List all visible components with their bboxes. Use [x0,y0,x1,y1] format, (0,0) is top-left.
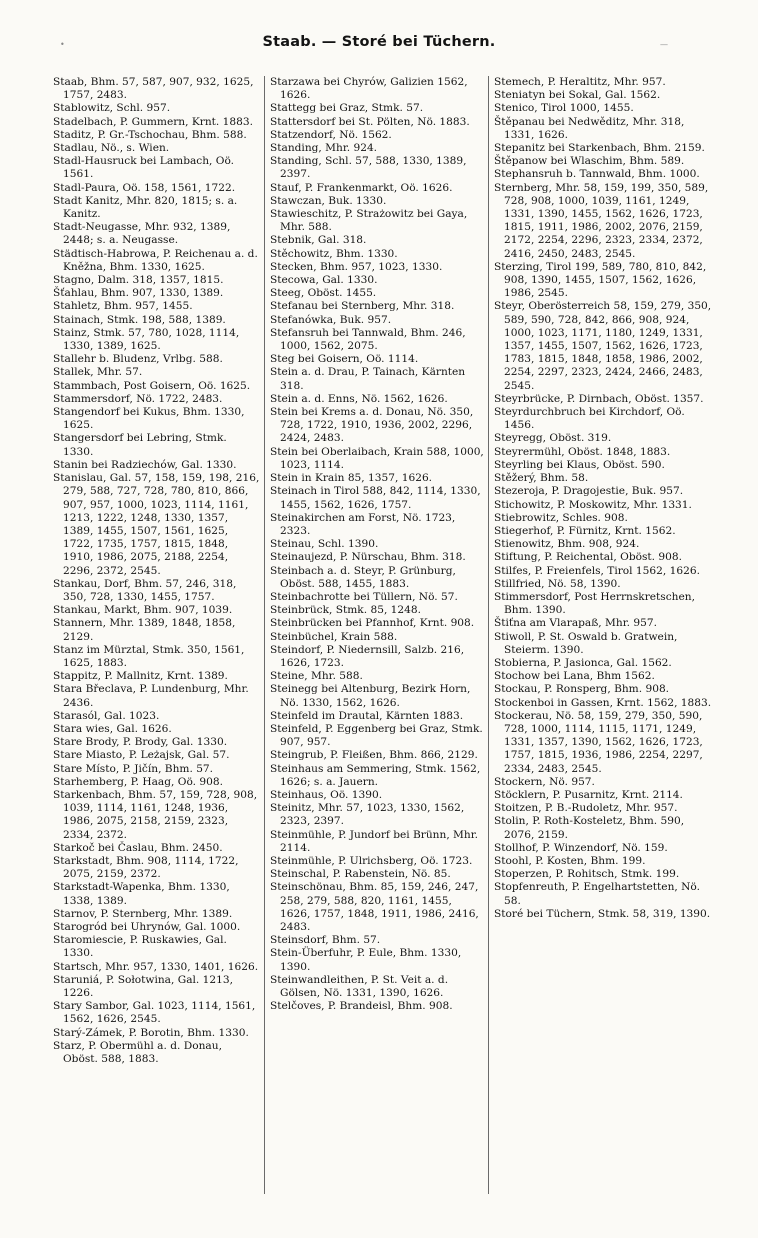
index-entry: Stecken, Bhm. 957, 1023, 1330. [270,260,443,273]
index-entry: Steinwandleithen, P. St. Veit a. d. Gölsen, Nö. 1331, 1390, 1626. [270,973,449,1000]
index-entry: Steinbach a. d. Steyr, P. Grünburg, Oböst. 588, 1455, 1883. [270,564,456,590]
index-entry: Steniatyn bei Sokal, Gal. 1562. [494,89,661,102]
index-entry: Stainz, Stmk. 57, 780, 1028, 1114, 1330, 1389, 1625. [53,326,240,353]
print-speck: • [60,40,65,49]
index-entry: Steinbüchel, Krain 588. [270,630,398,643]
index-entry: Stara Břeclava, P. Lundenburg, Mhr. 2436. [53,683,249,709]
index-entry: Steinfeld im Drautal, Kärnten 1883. [270,709,464,722]
index-entry: Stadt Kanitz, Mhr. 820, 1815; s. a. Kanitz. [53,194,238,221]
index-entry: Stelčoves, P. Brandeisl, Bhm. 908. [270,1000,453,1013]
index-entry: Staab, Bhm. 57, 587, 907, 932, 1625, 1757, 2483. [53,76,254,102]
index-entry: Storé bei Tüchern, Stmk. 58, 319, 1390. [494,907,711,920]
index-entry: Stahletz, Bhm. 957, 1455. [53,300,193,313]
index-entry: Steg bei Goisern, Oö. 1114. [270,353,419,366]
column-3 [494,76,716,1196]
index-entry: Stimmersdorf, Post Herrnskretschen, Bhm. 1390. [494,590,695,617]
index-entry: Stefanau bei Sternberg, Mhr. 318. [270,300,455,313]
index-entry: Starý-Zámek, P. Borotin, Bhm. 1330. [53,1026,249,1039]
index-entry: Starogród bei Uhrynów, Gal. 1000. [53,921,241,933]
page-header: Staab. — Storé bei Tüchern. [262,34,496,50]
index-entry: Stiebrowitz, Schles. 908. [494,511,628,524]
index-entry: Stěchowitz, Bhm. 1330. [270,247,398,260]
index-entry: Städtisch-Habrowa, P. Reichenau a. d. Kněžna, Bhm. 1330, 1625. [53,247,258,273]
column-divider [488,76,489,1194]
index-entry: Stochow bei Lana, Bhm 1562. [494,670,655,683]
index-entry: Stobierna, P. Jasionca, Gal. 1562. [494,656,672,669]
index-entry: Stefansruh bei Tannwald, Bhm. 246, 1000, 1562, 2075. [270,326,466,353]
index-entry: Stadl-Paura, Oö. 158, 1561, 1722. [53,181,236,194]
index-entry: Stammersdorf, Nö. 1722, 2483. [53,392,223,405]
index-entry: Stainach, Stmk. 198, 588, 1389. [53,313,226,326]
index-entry: Stappitz, P. Mallnitz, Krnt. 1389. [53,670,228,683]
index-entry: Steinaujezd, P. Nürschau, Bhm. 318. [270,551,466,564]
index-entry: Stöcklern, P. Pusarnitz, Krnt. 2114. [494,788,683,801]
index-entry: Štěpanau bei Nedwěditz, Mhr. 318, 1331, 1626. [494,115,685,141]
index-entry: Steyregg, Oböst. 319. [494,432,612,445]
index-entry: Stein a. d. Drau, P. Tainach, Kärnten 318. [270,366,466,392]
index-entry: Stallehr b. Bludenz, Vrlbg. 588. [53,353,223,366]
index-entry: Štiťna am Vlarapaß, Mhr. 957. [494,617,657,630]
index-entry: Steingrub, P. Fleißen, Bhm. 866, 2129. [270,749,478,762]
index-entry: Stagno, Dalm. 318, 1357, 1815. [53,274,224,287]
index-entry: Steinmühle, P. Jundorf bei Brünn, Mhr. 2114. [270,828,478,854]
index-entry: Stoohl, P. Kosten, Bhm. 199. [494,854,646,867]
index-entry: Steinsdorf, Bhm. 57. [270,934,381,947]
index-entry: Stenico, Tirol 1000, 1455. [494,102,634,115]
index-entry: Stein bei Oberlaibach, Krain 588, 1000, 1023, 1114. [270,445,484,471]
index-entry: Stangersdorf bei Lebring, Stmk. 1330. [53,432,227,458]
index-entry: Stoperzen, P. Rohitsch, Stmk. 199. [494,868,680,881]
index-entry: Stankau, Markt, Bhm. 907, 1039. [53,604,233,617]
index-entry: Stopfenreuth, P. Engelhartstetten, Nö. 58. [494,881,700,907]
index-entry: Stillfried, Nö. 58, 1390. [494,577,621,590]
index-entry: Starkstadt-Wapenka, Bhm. 1330, 1338, 1389. [53,881,230,907]
index-entry: Stecowa, Gal. 1330. [270,274,378,287]
index-entry: Stein bei Krems a. d. Donau, Nö. 350, 728, 1722, 1910, 1936, 2002, 2296, 2424, 2483. [270,406,474,445]
column-1 [53,76,260,1196]
index-entry: Steyr, Oberösterreich 58, 159, 279, 350, 589, 590, 728, 842, 866, 908, 924, 1000, 1023, 1171, 1180, 1249, 1331, 1357, 1455, 1507, 1562, 1626, 1723, 1783, 1815, 1848, 1858, 1986, 2002, 2254, 2297, 2323, 2424, 2466, 2483, 2545. [494,300,712,392]
index-entry: Starhemberg, P. Haag, Oö. 908. [53,775,223,788]
index-entry: Steinach in Tirol 588, 842, 1114, 1330, 1455, 1562, 1626, 1757. [270,485,481,511]
index-entry: Steyrdurchbruch bei Kirchdorf, Oö. 1456. [494,406,685,432]
index-entry: Steinitz, Mhr. 57, 1023, 1330, 1562, 2323, 2397. [270,802,465,828]
index-entry: Steinau, Schl. 1390. [270,538,379,551]
index-entry: Steine, Mhr. 588. [270,670,363,683]
index-entry: Stienowitz, Bhm. 908, 924. [494,538,640,551]
index-entry: Šťahlau, Bhm. 907, 1330, 1389. [53,287,224,300]
index-entry: Staditz, P. Gr.-Tschochau, Bhm. 588. [53,128,247,141]
index-entry: Steinbrücken bei Pfannhof, Krnt. 908. [270,617,475,630]
index-entry: Stauf, P. Frankenmarkt, Oö. 1626. [270,181,453,194]
index-entry: Stadl-Hausruck bei Lambach, Oö. 1561. [53,155,235,181]
index-entry: Stare Miasto, P. Leżajsk, Gal. 57. [53,749,230,762]
index-entry: Starnov, P. Sternberg, Mhr. 1389. [53,907,233,920]
index-entry: Stallek, Mhr. 57. [53,366,143,379]
index-entry: Stadlau, Nö., s. Wien. [53,142,170,155]
index-entry: Sterzing, Tirol 199, 589, 780, 810, 842, 908, 1390, 1455, 1507, 1562, 1626, 1986, 2545. [494,260,707,300]
index-entry: Stollhof, P. Winzendorf, Nö. 159. [494,841,668,854]
index-entry: Steyrbrücke, P. Dirnbach, Oböst. 1357. [494,392,704,405]
column-2 [270,76,484,1196]
index-entry: Stolin, P. Roth-Kosteletz, Bhm. 590, 2076, 2159. [494,815,685,841]
index-entry: Standing, Mhr. 924. [270,142,378,155]
index-entry: Stezeroja, P. Dragojestie, Buk. 957. [494,485,684,498]
index-entry: Stablowitz, Schl. 957. [53,102,171,115]
index-entry: Stein-Überfuhr, P. Eule, Bhm. 1330, 1390. [270,947,462,973]
index-entry: Starkoč bei Časlau, Bhm. 2450. [53,841,223,854]
index-entry: Steinschal, P. Rabenstein, Nö. 85. [270,868,451,881]
index-entry: Stadt-Neugasse, Mhr. 932, 1389, 2448; s. a. Neugasse. [53,221,231,247]
index-entry: Stara wies, Gal. 1626. [53,722,172,735]
index-entry: Steyrermühl, Oböst. 1848, 1883. [494,445,671,458]
index-entry: Standing, Schl. 57, 588, 1330, 1389, 2397. [270,155,467,181]
index-entry: Stockenboi in Gassen, Krnt. 1562, 1883. [494,696,712,709]
index-entry: Stary Sambor, Gal. 1023, 1114, 1561, 1562, 1626, 2545. [53,1000,256,1026]
index-entry: Stammbach, Post Goisern, Oö. 1625. [53,379,251,392]
index-entry: Steeg, Oböst. 1455. [270,287,377,300]
index-entry: Stoitzen, P. B.-Rudoletz, Mhr. 957. [494,802,678,815]
index-entry: Stankau, Dorf, Bhm. 57, 246, 318, 350, 728, 1330, 1455, 1757. [53,577,237,603]
index-entry: Stockerau, Nö. 58, 159, 279, 350, 590, 728, 1000, 1114, 1115, 1171, 1249, 1331, 1357, 1390, 1562, 1626, 1723, 1757, 1815, 1936, 1986, 2254, 2297, 2334, 2483, 2545. [494,709,703,775]
index-entry: Stare Místo, P. Jičín, Bhm. 57. [53,762,214,775]
index-entry: Steinbachrotte bei Tüllern, Nö. 57. [270,590,458,603]
index-entry: Stattersdorf bei St. Pölten, Nö. 1883. [270,115,470,128]
index-entry: Steinhaus, Oö. 1390. [270,788,383,801]
index-entry: Stiwoll, P. St. Oswald b. Gratwein, Steierm. 1390. [494,630,678,656]
index-entry: Stockau, P. Ronsperg, Bhm. 908. [494,683,670,696]
index-entry: Stein a. d. Enns, Nö. 1562, 1626. [270,392,448,405]
index-entry: Steinschönau, Bhm. 85, 159, 246, 247, 258, 279, 588, 820, 1161, 1455, 1626, 1757, 1848, 1911, 1986, 2416, 2483. [270,881,479,933]
index-entry: Steindorf, P. Niedernsill, Salzb. 216, 1626, 1723. [270,643,465,669]
index-entry: Stawczan, Buk. 1330. [270,194,387,207]
index-entry: Stebnik, Gal. 318. [270,234,367,247]
index-entry: Steinmühle, P. Ulrichsberg, Oö. 1723. [270,854,473,867]
index-entry: Sternberg, Mhr. 58, 159, 199, 350, 589, 728, 908, 1000, 1039, 1161, 1249, 1331, 1390, 1455, 1562, 1626, 1723, 1815, 1911, 1986, 2002, 2076, 2159, 2172, 2254, 2296, 2323, 2334, 2372, 2416, 2450, 2483, 2545. [494,181,709,260]
index-entry: Starz, P. Obermühl a. d. Donau, Oböst. 588, 1883. [53,1039,222,1066]
index-entry: Stein in Krain 85, 1357, 1626. [270,472,433,485]
index-entry: Steinbrück, Stmk. 85, 1248. [270,604,422,617]
index-entry: Stanislau, Gal. 57, 158, 159, 198, 216, 279, 588, 727, 728, 780, 810, 866, 907, 957, 1000, 1023, 1114, 1161, 1213, 1222, 1248, 1330, 1357, 1389, 1455, 1507, 1561, 1625, 1722, 1735, 1757, 1815, 1848, 1910, 1986, 2075, 2188, 2254, 2296, 2372, 2545. [53,472,260,577]
index-entry: Stephansruh b. Tannwald, Bhm. 1000. [494,168,700,181]
index-entry: Staromiescie, P. Ruskawies, Gal. 1330. [53,934,227,960]
index-columns [53,76,713,1196]
column-divider [264,76,265,1194]
index-entry: Stare Brody, P. Brody, Gal. 1330. [53,736,228,749]
index-entry: Starzawa bei Chyrów, Galizien 1562, 1626. [270,76,468,102]
index-entry: Stiftung, P. Reichental, Oböst. 908. [494,551,682,564]
index-entry: Steinegg bei Altenburg, Bezirk Horn, Nö. 1330, 1562, 1626. [270,683,471,709]
index-entry: Stannern, Mhr. 1389, 1848, 1858, 2129. [53,617,236,643]
index-entry: Stemech, P. Heraltitz, Mhr. 957. [494,76,666,88]
print-speck: — [660,40,668,49]
index-entry: Steinfeld, P. Eggenberg bei Graz, Stmk. 907, 957. [270,722,483,749]
index-entry: Stawieschitz, P. Strażowitz bei Gaya, Mhr. 588. [270,208,468,234]
index-entry: Steinhaus am Semmering, Stmk. 1562, 1626; s. a. Jauern. [270,762,481,788]
index-entry: Starkstadt, Bhm. 908, 1114, 1722, 2075, 2159, 2372. [53,854,239,881]
index-entry: Stadelbach, P. Gummern, Krnt. 1883. [53,115,253,128]
index-entry: Statzendorf, Nö. 1562. [270,128,392,141]
index-entry: Stanin bei Radziechów, Gal. 1330. [53,458,237,471]
index-entry: Stepanitz bei Starkenbach, Bhm. 2159. [494,142,705,155]
index-entry: Steyrling bei Klaus, Oböst. 590. [494,458,665,471]
index-entry: Stockern, Nö. 957. [494,775,595,788]
index-entry: Stichowitz, P. Moskowitz, Mhr. 1331. [494,498,692,511]
index-entry: Stanz im Mürztal, Stmk. 350, 1561, 1625, 1883. [53,643,245,669]
index-entry: Starkenbach, Bhm. 57, 159, 728, 908, 1039, 1114, 1161, 1248, 1936, 1986, 2075, 2158, 2159, 2323, 2334, 2372. [53,788,258,841]
index-entry: Stiegerhof, P. Fürnitz, Krnt. 1562. [494,524,676,537]
index-entry: Stefanówka, Buk. 957. [270,313,392,326]
index-entry: Steinakirchen am Forst, Nö. 1723, 2323. [270,511,456,537]
index-entry: Štěpanow bei Wlaschim, Bhm. 589. [494,155,685,168]
index-entry: Staruniá, P. Sołotwina, Gal. 1213, 1226. [53,973,233,1000]
index-entry: Stilfes, P. Freienfels, Tirol 1562, 1626. [494,564,700,577]
index-entry: Stattegg bei Graz, Stmk. 57. [270,102,424,115]
index-entry: Startsch, Mhr. 957, 1330, 1401, 1626. [53,960,259,973]
index-entry: Stangendorf bei Kukus, Bhm. 1330, 1625. [53,406,245,432]
index-entry: Starasól, Gal. 1023. [53,709,160,722]
index-entry: Stěžerý, Bhm. 58. [494,472,589,485]
